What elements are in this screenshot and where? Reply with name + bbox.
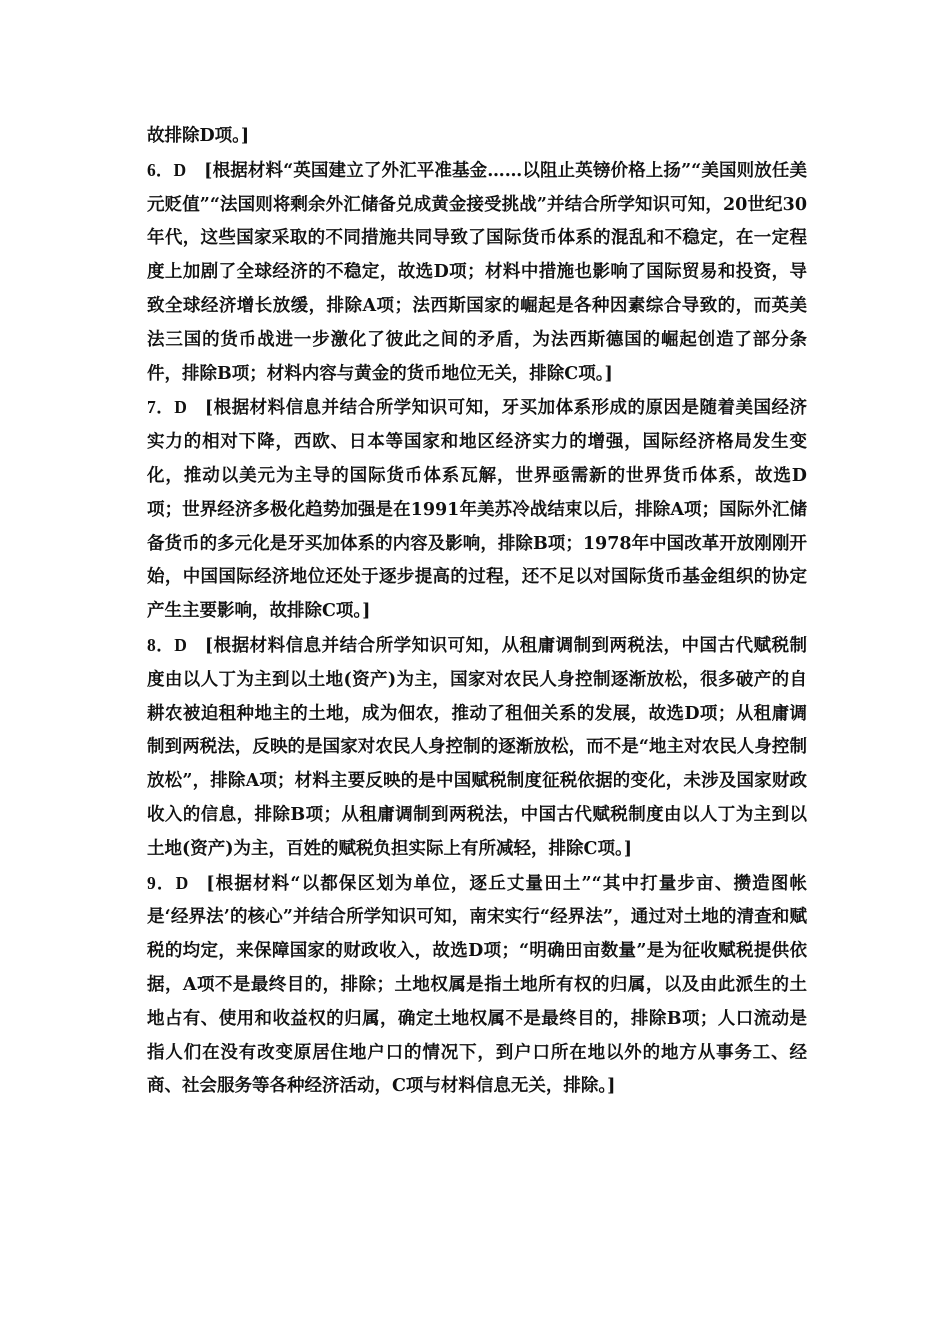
answer-choice: D [174,634,187,655]
question-number: 8． [147,634,175,655]
answer-text: [根据材料信息并结合所学知识可知，牙买加体系形成的原因是随着美国经济实力的相对下降，西欧、日本等国家和地区经济实力的增强，国际经济格局发生变化，推动以美元为主导的国际货币体系瓦解，世界亟需新的世界货币体系，故选D项；世界经济多极化趋势加强是在1991年美苏冷战结束以后，排除A项；国际外汇储备货币的多元化是牙买加体系的内容及影响，排除B项；1978年中国改革开放刚刚开始，中国国际经济地位还处于逐步提高的过程，还不足以对国际货币基金组织的协定产生主要影响，故排除C项。] [147,398,808,622]
answer-text: 故排除D项。] [147,126,250,146]
answer-continuation [147,120,807,154]
answer-text: [根据材料信息并结合所学知识可知，从租庸调制到两税法，中国古代赋税制度由以人丁为主到以土地(资产)为主，国家对农民人身控制逐渐放松，很多破产的自耕农被迫租种地主的土地，成为佃农，推动了租佃关系的发展，故选D项；从租庸调制到两税法，反映的是国家对农民人身控制的逐渐放松，而不是“地主对农民人身控制放松”，排除A项；材料主要反映的是中国赋税制度征税依据的变化，未涉及国家财政收入的信息，排除B项；从租庸调制到两税法，中国古代赋税制度由以人丁为主到以土地(资产)为主，百姓的赋税负担实际上有所减轻，排除C项。] [147,635,808,859]
answer-choice: D [174,397,187,418]
question-number: 9． [147,872,176,893]
answer-choice: D [175,872,189,893]
answer-item-7 [147,391,807,629]
answer-item-6 [147,154,807,392]
answer-text: [根据材料“英国建立了外汇平准基金……以阻止英镑价格上扬”“美国则放任美元贬值”“法国则将剩余外汇储备兑成黄金接受挑战”并结合所学知识可知，20世纪30年代，这些国家采取的不同措施共同导致了国际货币体系的混乱和不稳定，在一定程度上加剧了全球经济的不稳定，故选D项；材料中措施也影响了国际贸易和投资，导致全球经济增长放缓，排除A项；法西斯国家的崛起是各种因素综合导致的，而英美法三国的货币战进一步激化了彼此之间的矛盾，为法西斯德国的崛起创造了部分条件，排除B项；材料内容与黄金的货币地位无关，排除C项。] [147,160,807,384]
answer-item-8 [147,629,807,867]
answer-key-page [147,120,807,1104]
answer-text: [根据材料“以都保区划为单位，逐丘丈量田土”“其中打量步亩、攒造图帐是‘经界法’的核心”并结合所学知识可知，南宋实行“经界法”，通过对土地的清查和赋税的均定，来保障国家的财政收入，故选D项；“明确田亩数量”是为征收赋税提供依据，A项不是最终目的，排除；土地权属是指土地所有权的归属，以及由此派生的土地占有、使用和收益权的归属，确定土地权属不是最终目的，排除B项；人口流动是指人们在没有改变原居住地户口的情况下，到户口所在地以外的地方从事务工、经商、社会服务等各种经济活动，C项与材料信息无关，排除。] [147,873,808,1097]
answer-item-9 [147,867,807,1105]
question-number: 6． [147,159,174,180]
answer-choice: D [173,159,187,180]
question-number: 7． [147,397,175,418]
